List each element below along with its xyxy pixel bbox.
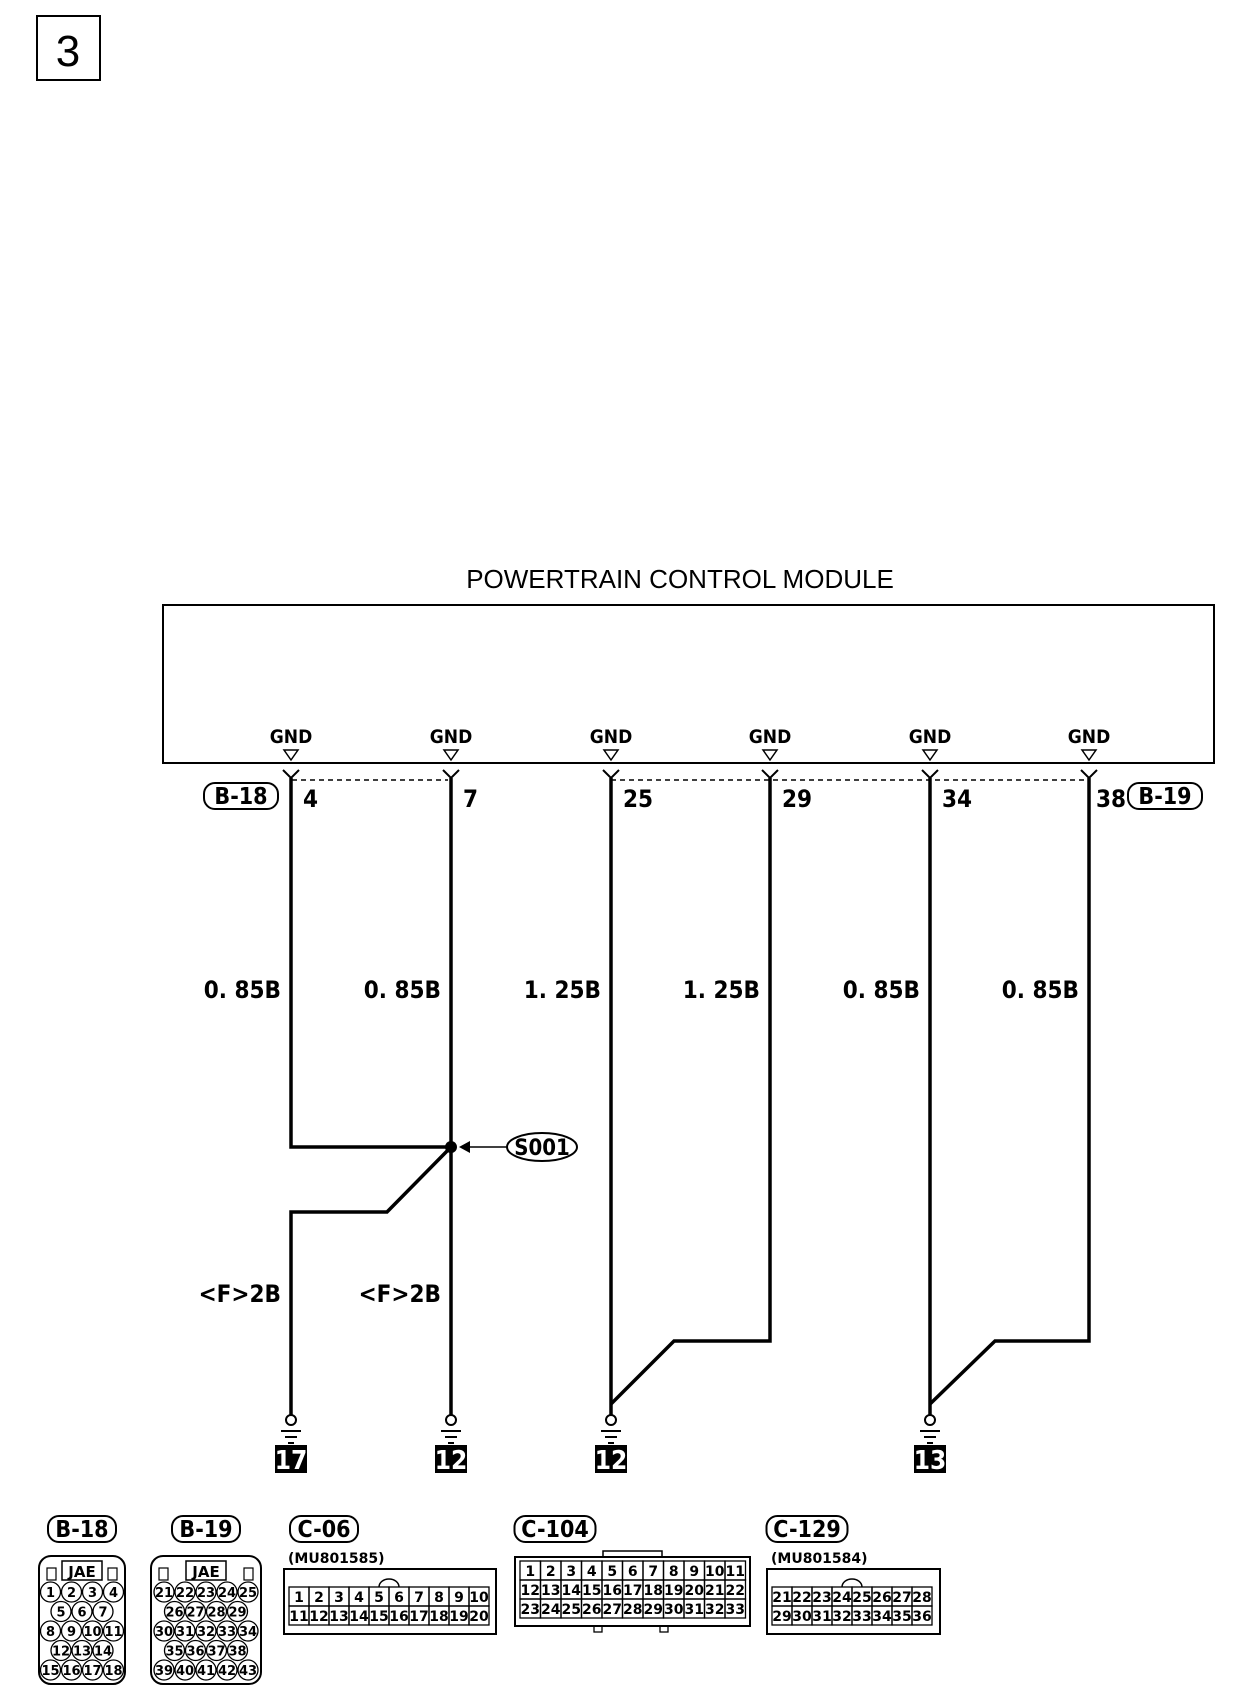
- pin-connector-icon: [443, 770, 459, 778]
- connector-name: C-129: [773, 1517, 841, 1543]
- connector-pin-number: 41: [196, 1664, 216, 1679]
- ground-terminal-icon: [446, 1415, 456, 1425]
- connector-pin-number: 25: [238, 1586, 258, 1601]
- splice-point: [445, 1141, 457, 1153]
- pin-25: [590, 726, 653, 813]
- connector-pin-number: 12: [309, 1609, 329, 1625]
- connector-b18: [39, 1516, 125, 1684]
- connector-pin-number: 4: [586, 1564, 597, 1580]
- connector-pin-number: 5: [56, 1605, 66, 1621]
- connector-pin-number: 30: [154, 1625, 174, 1640]
- connector-pin-number: 14: [349, 1609, 369, 1625]
- connector-pin-number: 25: [561, 1602, 581, 1618]
- pin-terminal-icon: [444, 750, 458, 760]
- pin-7: [430, 726, 478, 813]
- pin-number: 34: [942, 785, 973, 813]
- connector-pin-number: 33: [217, 1625, 237, 1640]
- connector-pin-number: 29: [772, 1609, 792, 1625]
- connector-pin-number: 28: [623, 1602, 643, 1618]
- wire-pin-4: [291, 778, 451, 1147]
- wire-size-label: 0. 85B: [1001, 976, 1079, 1004]
- pin-label: GND: [908, 726, 952, 748]
- connector-pin-number: 11: [104, 1625, 123, 1640]
- connector-pin-number: 19: [449, 1609, 469, 1625]
- connector-label-b18: [204, 783, 278, 810]
- connector-name: C-06: [297, 1517, 351, 1543]
- connector-pin-number: 12: [520, 1583, 540, 1599]
- connector-pin-number: 35: [165, 1644, 184, 1660]
- connector-name: B-19: [179, 1517, 233, 1543]
- svg-text:B-18: B-18: [214, 784, 268, 810]
- connector-pin-number: 17: [83, 1664, 102, 1679]
- pin-terminal-icon: [604, 750, 618, 760]
- connector-pin-number: 1: [294, 1590, 304, 1606]
- wire-size-label: 0. 85B: [363, 976, 441, 1004]
- pin-29: [749, 726, 812, 813]
- connector-pin-number: 3: [87, 1586, 98, 1601]
- module-pins: [270, 726, 1126, 813]
- connector-pin-number: 16: [62, 1664, 81, 1679]
- connector-maker: JAE: [192, 1563, 220, 1581]
- connector-pin-number: 30: [792, 1609, 812, 1625]
- splice-label: [507, 1133, 577, 1161]
- connector-pin-number: 4: [354, 1590, 364, 1606]
- connector-pin-number: 19: [664, 1583, 684, 1599]
- wire-size-label: 1. 25B: [682, 976, 760, 1004]
- connector-pin-number: 32: [832, 1609, 852, 1625]
- connector-pin-number: 10: [83, 1625, 102, 1640]
- connector-pin-number: 22: [175, 1586, 195, 1601]
- connector-pin-number: 33: [852, 1609, 872, 1625]
- connector-pin-number: 10: [469, 1590, 489, 1606]
- connector-pin-number: 11: [725, 1564, 745, 1580]
- connector-pin-number: 29: [643, 1602, 663, 1618]
- connector-pin-number: 39: [154, 1664, 174, 1679]
- pin-connector-icon: [1081, 770, 1097, 778]
- pin-number: 4: [303, 785, 319, 813]
- ground-terminal-icon: [606, 1415, 616, 1425]
- connector-c104: [515, 1516, 751, 1632]
- connector-pin-number: 9: [454, 1590, 464, 1606]
- connector-pin-number: 34: [872, 1609, 892, 1625]
- svg-text:B-19: B-19: [1138, 784, 1192, 810]
- pin-number: 7: [463, 785, 479, 813]
- wire-size-label-lower: <F>2B: [198, 1280, 281, 1308]
- connector-pin-number: 21: [154, 1586, 174, 1601]
- ground-terminal-icon: [286, 1415, 296, 1425]
- connector-pin-number: 8: [434, 1590, 444, 1606]
- pin-number: 25: [623, 785, 654, 813]
- connector-name: C-104: [521, 1517, 589, 1543]
- connector-pin-number: 15: [582, 1583, 602, 1599]
- ground-terminal-icon: [925, 1415, 935, 1425]
- connector-label-b19: [1128, 783, 1202, 810]
- pin-terminal-icon: [763, 750, 777, 760]
- connector-name: B-18: [55, 1517, 109, 1543]
- connector-pin-number: 1: [45, 1586, 56, 1601]
- connector-pin-number: 24: [541, 1602, 561, 1618]
- pin-number: 38: [1095, 785, 1126, 813]
- connector-pin-number: 31: [684, 1602, 704, 1618]
- pin-number: 29: [782, 785, 813, 813]
- connector-pin-number: 36: [912, 1609, 932, 1625]
- connector-pin-number: 23: [520, 1602, 540, 1618]
- connector-pin-number: 23: [196, 1586, 216, 1601]
- connector-pin-number: 13: [541, 1583, 561, 1599]
- connector-pin-number: 28: [912, 1590, 932, 1606]
- connector-pin-number: 27: [892, 1590, 912, 1606]
- connector-pin-number: 7: [98, 1605, 108, 1621]
- module-box: [163, 605, 1214, 763]
- ground-number: 12: [434, 1446, 468, 1476]
- pin-connector-icon: [283, 770, 299, 778]
- connector-pin-number: 6: [77, 1605, 87, 1621]
- connector-pin-number: 2: [66, 1586, 77, 1601]
- ground-number: 12: [594, 1446, 628, 1476]
- connector-pin-number: 31: [175, 1625, 195, 1640]
- connector-pin-number: 13: [72, 1644, 92, 1660]
- connector-b19: [151, 1516, 261, 1684]
- connector-pin-number: 26: [582, 1602, 602, 1618]
- connector-pin-number: 42: [217, 1664, 237, 1679]
- connector-pin-number: 37: [207, 1644, 226, 1660]
- wire-size-label-lower: <F>2B: [358, 1280, 441, 1308]
- connector-c06: [284, 1516, 496, 1634]
- connector-pin-number: 34: [238, 1625, 258, 1640]
- connector-pin-number: 12: [51, 1644, 71, 1660]
- wire-pin-38: [930, 778, 1089, 1404]
- pin-terminal-icon: [284, 750, 298, 760]
- connector-pin-number: 26: [165, 1605, 184, 1621]
- connector-pin-number: 36: [186, 1644, 205, 1660]
- connector-pin-number: 27: [602, 1602, 622, 1618]
- connector-pin-number: 21: [705, 1583, 725, 1599]
- connector-pin-number: 8: [45, 1625, 56, 1640]
- connector-pin-number: 16: [389, 1609, 409, 1625]
- connector-pin-number: 3: [334, 1590, 344, 1606]
- ground-17: [275, 1415, 308, 1476]
- connector-pin-number: 32: [705, 1602, 725, 1618]
- wire-pin-29: [611, 778, 770, 1404]
- ground-number: 17: [274, 1446, 308, 1476]
- pin-connector-icon: [762, 770, 778, 778]
- connector-pin-number: 22: [792, 1590, 812, 1606]
- connector-part-number: (MU801585): [288, 1551, 385, 1567]
- connector-pin-number: 5: [607, 1564, 618, 1580]
- connector-pin-number: 15: [41, 1664, 60, 1679]
- pin-connector-icon: [603, 770, 619, 778]
- connector-pin-number: 11: [289, 1609, 309, 1625]
- connector-pin-number: 21: [772, 1590, 792, 1606]
- connector-pin-number: 28: [207, 1605, 226, 1621]
- connector-latch-icon: [379, 1579, 399, 1587]
- connector-pin-number: 24: [832, 1590, 852, 1606]
- connector-pin-number: 26: [872, 1590, 892, 1606]
- ground-12: [595, 1415, 628, 1476]
- pin-34: [909, 726, 972, 813]
- connector-pin-number: 14: [93, 1644, 113, 1660]
- connector-pin-number: 7: [414, 1590, 424, 1606]
- connector-latch-icon: [842, 1579, 862, 1587]
- connector-pin-number: 23: [812, 1590, 832, 1606]
- ground-13: [914, 1415, 947, 1476]
- ground-12: [435, 1415, 468, 1476]
- pin-label: GND: [269, 726, 313, 748]
- connector-pin-number: 2: [545, 1564, 556, 1580]
- connector-pin-number: 17: [623, 1583, 643, 1599]
- connector-pin-number: 30: [664, 1602, 684, 1618]
- connector-pin-number: 20: [469, 1609, 489, 1625]
- connector-pin-number: 15: [369, 1609, 389, 1625]
- connector-pin-number: 18: [104, 1664, 123, 1679]
- connector-pin-number: 31: [812, 1609, 832, 1625]
- connector-pin-number: 24: [217, 1586, 237, 1601]
- connector-pin-number: 40: [175, 1664, 195, 1679]
- connector-pin-number: 33: [725, 1602, 745, 1618]
- connector-pin-number: 4: [108, 1586, 119, 1601]
- connector-pin-number: 17: [409, 1609, 429, 1625]
- connector-pin-number: 9: [66, 1625, 77, 1640]
- pin-connector-icon: [922, 770, 938, 778]
- connector-maker: JAE: [68, 1563, 96, 1581]
- connector-pin-number: 14: [561, 1583, 581, 1599]
- connector-pin-number: 7: [648, 1564, 659, 1580]
- connector-pin-number: 32: [196, 1625, 216, 1640]
- connector-pin-number: 8: [668, 1564, 679, 1580]
- wire-size-label: 0. 85B: [203, 976, 281, 1004]
- connector-pin-number: 29: [228, 1605, 247, 1621]
- connector-pin-number: 6: [627, 1564, 638, 1580]
- connector-c129: [767, 1516, 941, 1634]
- connector-pin-number: 1: [525, 1564, 536, 1580]
- module-title: POWERTRAIN CONTROL MODULE: [466, 564, 894, 594]
- connector-pin-number: 38: [228, 1644, 247, 1660]
- wires: [291, 778, 1089, 1415]
- connector-diagrams: [39, 1516, 940, 1684]
- connector-pin-number: 16: [602, 1583, 622, 1599]
- connector-pin-number: 43: [238, 1664, 258, 1679]
- pin-38: [1068, 726, 1126, 813]
- connector-pin-number: 25: [852, 1590, 872, 1606]
- connector-pin-number: 27: [186, 1605, 205, 1621]
- connector-pin-number: 5: [374, 1590, 384, 1606]
- connector-pin-number: 35: [892, 1609, 912, 1625]
- connector-pin-number: 3: [566, 1564, 577, 1580]
- connector-pin-number: 20: [684, 1583, 704, 1599]
- ground-symbols: [275, 1415, 947, 1476]
- connector-part-number: (MU801584): [771, 1551, 868, 1567]
- pin-label: GND: [589, 726, 633, 748]
- pin-label: GND: [1067, 726, 1111, 748]
- ground-number: 13: [913, 1446, 947, 1476]
- svg-text:S001: S001: [514, 1136, 570, 1161]
- connector-pin-number: 2: [314, 1590, 324, 1606]
- connector-pin-number: 18: [429, 1609, 449, 1625]
- page-number: 3: [55, 27, 81, 76]
- connector-pin-number: 18: [643, 1583, 663, 1599]
- wire-size-labels: [199, 976, 1079, 1308]
- wire-size-label: 0. 85B: [842, 976, 920, 1004]
- pin-terminal-icon: [1082, 750, 1096, 760]
- wire-size-label: 1. 25B: [523, 976, 601, 1004]
- connector-pin-number: 10: [705, 1564, 725, 1580]
- connector-pin-number: 6: [394, 1590, 404, 1606]
- pin-label: GND: [429, 726, 473, 748]
- pin-terminal-icon: [923, 750, 937, 760]
- connector-pin-number: 22: [725, 1583, 745, 1599]
- connector-pin-number: 13: [329, 1609, 349, 1625]
- connector-pin-number: 9: [689, 1564, 700, 1580]
- splice-arrowhead: [459, 1141, 470, 1153]
- pin-label: GND: [748, 726, 792, 748]
